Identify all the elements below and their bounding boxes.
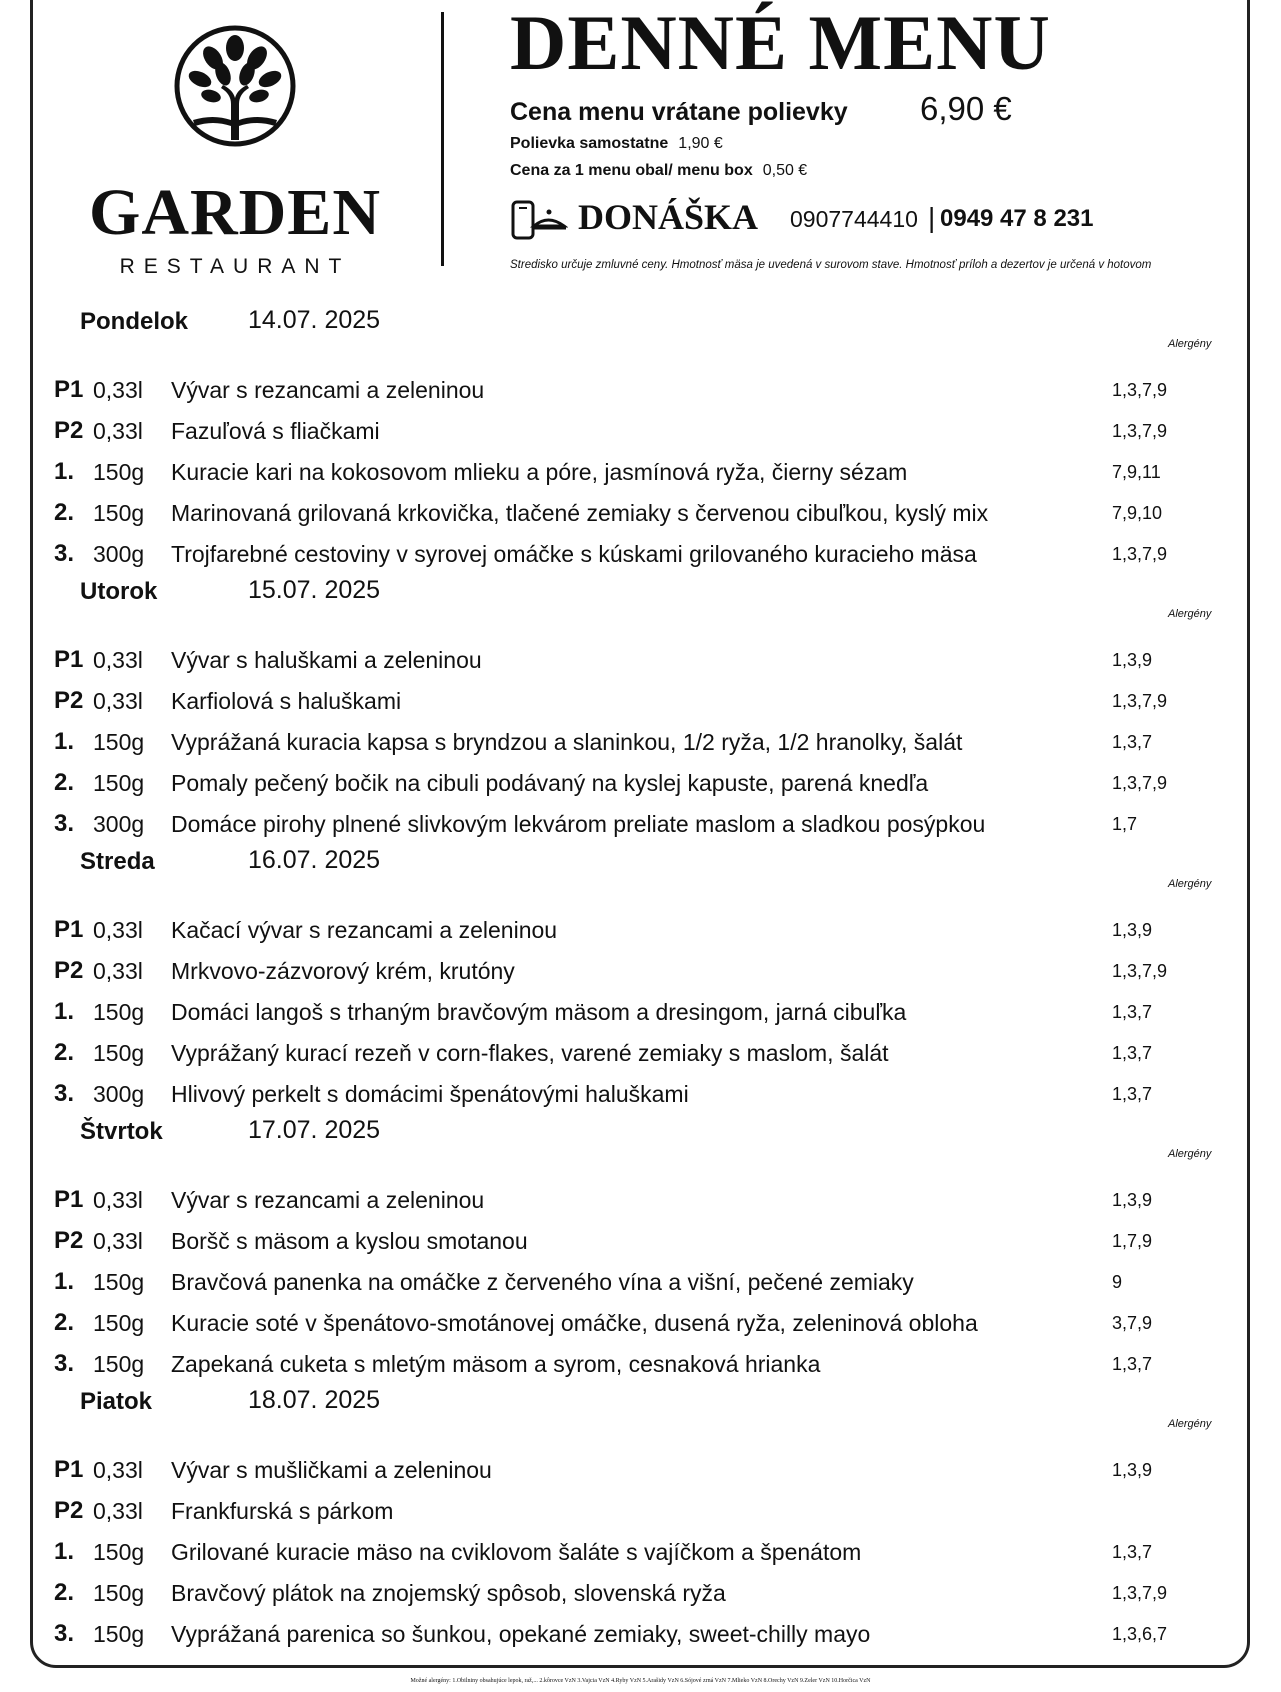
item-code: P1 bbox=[54, 1186, 84, 1213]
soup-price-row bbox=[510, 135, 723, 153]
item-portion: 150g bbox=[93, 1539, 145, 1565]
item-portion: 150g bbox=[93, 1040, 145, 1066]
allergen-header: Alergény bbox=[1168, 338, 1212, 350]
item-code: 1. bbox=[54, 1268, 75, 1295]
item-allergens: 3,7,9 bbox=[1112, 1313, 1153, 1333]
item-code: P1 bbox=[54, 1456, 84, 1483]
item-code: P2 bbox=[54, 1497, 84, 1524]
item-portion: 150g bbox=[93, 1580, 145, 1606]
item-dish: Kačací vývar s rezancami a zeleninou bbox=[171, 917, 558, 943]
menu-price-value: 6,90 € bbox=[920, 90, 1012, 127]
item-dish: Bravčový plátok na znojemský spôsob, slovenská ryža bbox=[171, 1580, 726, 1606]
allergen-footer: Možné alergény: 1.Obilniny obsahujúce lepok, raž,... 2.kôrovce VzN 3.Vajcia VzN 4.Ryby VzN 5.Arašidy VzN 6.Sójové zrná VzN 7.Mlieko VzN 8.Orechy VzN 9.Zeler VzN 10.Horčica VzN bbox=[410, 1678, 871, 1684]
allergen-header: Alergény bbox=[1168, 1148, 1212, 1160]
item-dish: Domáce pirohy plnené slivkovým lekvárom preliate maslom a sladkou posýpkou bbox=[171, 811, 986, 837]
day-name: Štvrtok bbox=[80, 1118, 163, 1145]
item-allergens: 1,3,7,9 bbox=[1112, 773, 1168, 793]
item-allergens: 7,9,10 bbox=[1112, 503, 1163, 523]
item-dish: Pomaly pečený bočik na cibuli podávaný na kyslej kapuste, parená knedľa bbox=[171, 770, 929, 796]
item-dish: Karfiolová s haluškami bbox=[171, 688, 402, 714]
item-code: P2 bbox=[54, 417, 84, 444]
item-code: 1. bbox=[54, 998, 75, 1025]
item-dish: Vývar s rezancami a zeleninou bbox=[171, 377, 485, 403]
item-dish: Vyprážaná kuracia kapsa s bryndzou a slaninkou, 1/2 ryža, 1/2 hranolky, šalát bbox=[171, 729, 963, 755]
tree-circle-icon bbox=[173, 24, 297, 148]
item-code: 3. bbox=[54, 1080, 75, 1107]
item-allergens: 7,9,11 bbox=[1112, 462, 1161, 482]
item-dish: Mrkvovo-zázvorový krém, krutóny bbox=[171, 958, 515, 984]
phone-number-2[interactable]: 0949 47 8 231 bbox=[940, 205, 1094, 232]
item-dish: Domáci langoš s trhaným bravčovým mäsom a dresingom, jarná cibuľka bbox=[171, 999, 907, 1025]
item-allergens: 9 bbox=[1112, 1272, 1123, 1292]
item-code: 1. bbox=[54, 1538, 75, 1565]
allergen-header: Alergény bbox=[1168, 1418, 1212, 1430]
item-code: 3. bbox=[54, 810, 75, 837]
delivery-box-icon bbox=[510, 196, 568, 244]
day-name: Piatok bbox=[80, 1388, 153, 1415]
item-portion: 0,33l bbox=[93, 1187, 143, 1213]
item-dish: Boršč s mäsom a kyslou smotanou bbox=[171, 1228, 528, 1254]
soup-price-label: Polievka samostatne bbox=[510, 135, 669, 152]
item-allergens: 1,3,7 bbox=[1112, 732, 1153, 752]
item-code: P2 bbox=[54, 687, 84, 714]
item-dish: Kuracie kari na kokosovom mlieku a póre, jasmínová ryža, čierny sézam bbox=[171, 459, 908, 485]
item-portion: 0,33l bbox=[93, 647, 143, 673]
item-code: 1. bbox=[54, 458, 75, 485]
pricing-note: Stredisko určuje zmluvné ceny. Hmotnosť mäsa je uvedená v surovom stave. Hmotnosť príloh a dezertov je určená v hotovom bbox=[510, 259, 1152, 271]
item-allergens: 1,3,9 bbox=[1112, 1190, 1153, 1210]
item-allergens: 1,3,7,9 bbox=[1112, 961, 1168, 981]
phone-number-1[interactable]: 0907744410 bbox=[790, 206, 918, 232]
phone-separator: | bbox=[928, 202, 936, 233]
item-dish: Frankfurská s párkom bbox=[171, 1498, 394, 1524]
item-dish: Marinovaná grilovaná krkovička, tlačené zemiaky s červenou cibuľkou, kyslý mix bbox=[171, 500, 989, 526]
item-portion: 0,33l bbox=[93, 1457, 143, 1483]
item-dish: Grilované kuracie mäso na cviklovom šaláte s vajíčkom a špenátom bbox=[171, 1539, 862, 1565]
item-allergens: 1,3,7 bbox=[1112, 1354, 1153, 1374]
logo bbox=[70, 18, 400, 278]
day-date: 16.07. 2025 bbox=[248, 846, 381, 874]
item-allergens: 1,3,7,9 bbox=[1112, 544, 1168, 564]
item-portion: 0,33l bbox=[93, 917, 143, 943]
item-code: 2. bbox=[54, 1039, 75, 1066]
day-name: Pondelok bbox=[80, 308, 189, 335]
item-code: P1 bbox=[54, 646, 84, 673]
item-portion: 150g bbox=[93, 1351, 145, 1377]
item-allergens: 1,3,7,9 bbox=[1112, 421, 1168, 441]
item-dish: Vyprážaná parenica so šunkou, opekané zemiaky, sweet-chilly mayo bbox=[171, 1621, 871, 1647]
item-dish: Vyprážaný kurací rezeň v corn-flakes, varené zemiaky s maslom, šalát bbox=[171, 1040, 889, 1066]
item-allergens: 1,3,7,9 bbox=[1112, 1583, 1168, 1603]
item-portion: 0,33l bbox=[93, 1228, 143, 1254]
item-dish: Vývar s haluškami a zeleninou bbox=[171, 647, 482, 673]
item-portion: 150g bbox=[93, 1269, 145, 1295]
day-date: 18.07. 2025 bbox=[248, 1386, 381, 1414]
item-portion: 300g bbox=[93, 1081, 145, 1107]
item-portion: 150g bbox=[93, 500, 145, 526]
item-portion: 300g bbox=[93, 811, 145, 837]
item-allergens: 1,3,9 bbox=[1112, 650, 1153, 670]
item-code: 3. bbox=[54, 1350, 75, 1377]
item-dish: Zapekaná cuketa s mletým mäsom a syrom, cesnaková hrianka bbox=[171, 1351, 821, 1377]
item-portion: 150g bbox=[93, 1621, 145, 1647]
item-code: P1 bbox=[54, 916, 84, 943]
day-name: Utorok bbox=[80, 578, 158, 605]
menu-price-label: Cena menu vrátane polievky bbox=[510, 98, 848, 126]
item-code: P2 bbox=[54, 1227, 84, 1254]
item-portion: 0,33l bbox=[93, 958, 143, 984]
item-code: 2. bbox=[54, 1579, 75, 1606]
item-allergens: 1,3,7 bbox=[1112, 1002, 1153, 1022]
item-code: P1 bbox=[54, 376, 84, 403]
item-allergens: 1,7 bbox=[1112, 814, 1138, 834]
item-portion: 300g bbox=[93, 541, 145, 567]
soup-price-value: 1,90 € bbox=[678, 135, 723, 152]
item-dish: Hlivový perkelt s domácimi špenátovými haluškami bbox=[171, 1081, 689, 1107]
item-dish: Vývar s rezancami a zeleninou bbox=[171, 1187, 485, 1213]
day-date: 17.07. 2025 bbox=[248, 1116, 381, 1144]
box-price-label: Cena za 1 menu obal/ menu box bbox=[510, 162, 753, 179]
item-code: P2 bbox=[54, 957, 84, 984]
day-name: Streda bbox=[80, 848, 155, 875]
box-price-row bbox=[510, 162, 807, 180]
item-dish: Fazuľová s fliačkami bbox=[171, 418, 380, 444]
item-code: 3. bbox=[54, 1620, 75, 1647]
item-allergens: 1,3,7 bbox=[1112, 1043, 1153, 1063]
item-code: 2. bbox=[54, 769, 75, 796]
item-code: 2. bbox=[54, 499, 75, 526]
item-code: 2. bbox=[54, 1309, 75, 1336]
item-portion: 0,33l bbox=[93, 1498, 143, 1524]
item-dish: Trojfarebné cestoviny v syrovej omáčke s kúskami grilovaného kuracieho mäsa bbox=[171, 541, 977, 567]
item-code: 1. bbox=[54, 728, 75, 755]
box-price-value: 0,50 € bbox=[762, 162, 808, 179]
item-dish: Kuracie soté v špenátovo-smotánovej omáčke, dusená ryža, zeleninová obloha bbox=[171, 1310, 978, 1336]
brand-subtitle: RESTAURANT bbox=[119, 255, 351, 278]
page-title: DENNÉ MENU bbox=[510, 0, 1051, 86]
item-allergens: 1,3,7 bbox=[1112, 1084, 1153, 1104]
item-allergens: 1,3,6,7 bbox=[1112, 1624, 1168, 1644]
item-portion: 150g bbox=[93, 1310, 145, 1336]
item-allergens: 1,3,7 bbox=[1112, 1542, 1153, 1562]
item-allergens: 1,7,9 bbox=[1112, 1231, 1153, 1251]
allergen-header: Alergény bbox=[1168, 878, 1212, 890]
delivery-label: DONÁŠKA bbox=[578, 197, 759, 237]
day-date: 14.07. 2025 bbox=[248, 306, 381, 334]
day-date: 15.07. 2025 bbox=[248, 576, 381, 604]
item-portion: 0,33l bbox=[93, 688, 143, 714]
item-portion: 0,33l bbox=[93, 377, 143, 403]
item-portion: 0,33l bbox=[93, 418, 143, 444]
item-allergens: 1,3,7,9 bbox=[1112, 691, 1168, 711]
item-code: 3. bbox=[54, 540, 75, 567]
item-portion: 150g bbox=[93, 459, 145, 485]
item-allergens: 1,3,9 bbox=[1112, 1460, 1153, 1480]
brand-name: GARDEN bbox=[88, 176, 381, 249]
item-dish: Bravčová panenka na omáčke z červeného vína a višní, pečené zemiaky bbox=[171, 1269, 914, 1295]
item-allergens: 1,3,7,9 bbox=[1112, 380, 1168, 400]
item-allergens: 1,3,9 bbox=[1112, 920, 1153, 940]
header-divider bbox=[441, 12, 444, 266]
allergen-header: Alergény bbox=[1168, 608, 1212, 620]
item-portion: 150g bbox=[93, 999, 145, 1025]
item-dish: Vývar s mušličkami a zeleninou bbox=[171, 1457, 492, 1483]
item-portion: 150g bbox=[93, 729, 145, 755]
item-portion: 150g bbox=[93, 770, 145, 796]
